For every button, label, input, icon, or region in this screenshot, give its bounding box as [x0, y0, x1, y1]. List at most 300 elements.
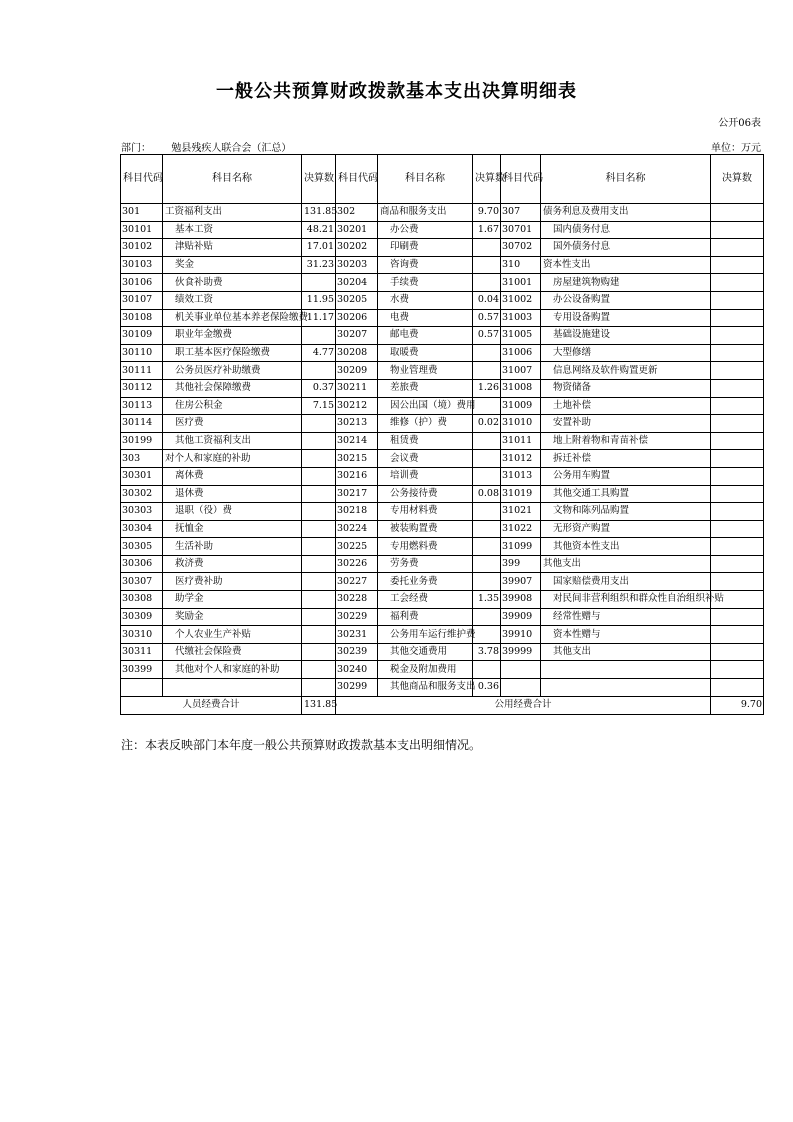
cell-name-1: 其他社会保障缴费: [163, 379, 302, 397]
cell-code-1: 30101: [121, 221, 163, 239]
cell-amount-2: [473, 538, 501, 556]
cell-code-3: 307: [501, 204, 541, 222]
cell-code-1: 30107: [121, 291, 163, 309]
cell-name-3: 公务用车购置: [541, 467, 711, 485]
cell-code-2: 30227: [336, 573, 378, 591]
cell-amount-1: [302, 626, 336, 644]
cell-amount-1: [302, 520, 336, 538]
cell-code-1: 30399: [121, 661, 163, 679]
cell-amount-2: [473, 555, 501, 573]
cell-name-3: 债务利息及费用支出: [541, 204, 711, 222]
cell-name-3: 国家赔偿费用支出: [541, 573, 711, 591]
cell-name-2: 电费: [378, 309, 473, 327]
header-name-3: 科目名称: [541, 155, 711, 204]
cell-name-1: 津贴补贴: [163, 239, 302, 257]
totals-row: [121, 696, 764, 714]
cell-amount-3: [711, 327, 764, 345]
public-total-value: 9.70: [711, 696, 764, 714]
header-name-1: 科目名称: [163, 155, 302, 204]
cell-amount-2: [473, 661, 501, 679]
cell-code-3: 39910: [501, 626, 541, 644]
cell-amount-2: [473, 573, 501, 591]
cell-amount-3: [711, 467, 764, 485]
page-title: 一般公共预算财政拨款基本支出决算明细表: [216, 81, 577, 102]
footnote: 注：本表反映部门本年度一般公共预算财政拨款基本支出明细情况。: [121, 738, 482, 752]
cell-name-1: 其他工资福利支出: [163, 432, 302, 450]
cell-amount-3: [711, 256, 764, 274]
cell-amount-3: [711, 503, 764, 521]
cell-code-1: 30307: [121, 573, 163, 591]
department-line: [121, 139, 291, 154]
cell-code-1: 30113: [121, 397, 163, 415]
cell-amount-2: [473, 256, 501, 274]
cell-amount-3: [711, 397, 764, 415]
header-code-1: 科目代码: [121, 155, 163, 204]
table-row: [121, 274, 764, 292]
cell-amount-3: [711, 555, 764, 573]
cell-amount-2: [473, 503, 501, 521]
cell-code-2: 30202: [336, 239, 378, 257]
cell-name-3: 国外债务付息: [541, 239, 711, 257]
cell-code-3: 31005: [501, 327, 541, 345]
cell-code-2: 30225: [336, 538, 378, 556]
cell-code-2: 30299: [336, 679, 378, 697]
cell-amount-2: [473, 239, 501, 257]
cell-name-2: 公务用车运行维护费: [378, 626, 473, 644]
cell-amount-3: [711, 274, 764, 292]
cell-amount-2: 1.67: [473, 221, 501, 239]
cell-amount-1: [302, 432, 336, 450]
cell-code-3: 39908: [501, 591, 541, 609]
cell-name-2: 劳务费: [378, 555, 473, 573]
cell-code-1: 30199: [121, 432, 163, 450]
cell-name-3: 其他资本性支出: [541, 538, 711, 556]
cell-amount-3: [711, 626, 764, 644]
cell-code-3: 31008: [501, 379, 541, 397]
cell-name-2: 因公出国（境）费用: [378, 397, 473, 415]
cell-amount-3: [711, 362, 764, 380]
cell-amount-1: 48.21: [302, 221, 336, 239]
cell-amount-3: [711, 643, 764, 661]
cell-amount-1: [302, 485, 336, 503]
cell-name-1: 救济费: [163, 555, 302, 573]
cell-code-1: 30311: [121, 643, 163, 661]
cell-name-1: 个人农业生产补贴: [163, 626, 302, 644]
table-row: [121, 221, 764, 239]
cell-amount-3: [711, 204, 764, 222]
cell-name-1: 代缴社会保险费: [163, 643, 302, 661]
table-row: [121, 432, 764, 450]
cell-amount-2: [473, 397, 501, 415]
cell-name-3: 基础设施建设: [541, 327, 711, 345]
cell-name-3: 大型修缮: [541, 344, 711, 362]
cell-name-1: [163, 679, 302, 697]
cell-name-3: 土地补偿: [541, 397, 711, 415]
table-row: [121, 591, 764, 609]
cell-name-2: 专用燃料费: [378, 538, 473, 556]
cell-name-3: 专用设备购置: [541, 309, 711, 327]
cell-name-3: [541, 679, 711, 697]
table-header-row: [121, 155, 764, 204]
table-row: [121, 415, 764, 433]
cell-code-2: 30206: [336, 309, 378, 327]
table-row: [121, 626, 764, 644]
cell-amount-2: 0.36: [473, 679, 501, 697]
cell-code-2: 30207: [336, 327, 378, 345]
cell-name-1: 退职（役）费: [163, 503, 302, 521]
cell-amount-3: [711, 661, 764, 679]
table-row: [121, 256, 764, 274]
cell-code-1: 30110: [121, 344, 163, 362]
cell-code-2: 30216: [336, 467, 378, 485]
cell-name-1: 职业年金缴费: [163, 327, 302, 345]
cell-code-3: 39909: [501, 608, 541, 626]
table-row: [121, 239, 764, 257]
cell-name-1: 奖金: [163, 256, 302, 274]
cell-amount-1: [302, 643, 336, 661]
cell-code-2: 30224: [336, 520, 378, 538]
header-amount-1: 决算数: [302, 155, 336, 204]
cell-name-1: 生活补助: [163, 538, 302, 556]
cell-name-1: 对个人和家庭的补助: [163, 450, 302, 468]
form-number: 公开06表: [718, 118, 761, 129]
cell-amount-1: 11.17: [302, 309, 336, 327]
cell-amount-1: [302, 573, 336, 591]
cell-name-2: 手续费: [378, 274, 473, 292]
cell-amount-3: [711, 432, 764, 450]
cell-code-2: 30205: [336, 291, 378, 309]
table-row: [121, 397, 764, 415]
table-row: [121, 362, 764, 380]
cell-code-1: 30309: [121, 608, 163, 626]
cell-code-1: 30301: [121, 467, 163, 485]
table-row: [121, 679, 764, 697]
cell-code-2: 30240: [336, 661, 378, 679]
cell-amount-1: [302, 591, 336, 609]
header-name-2: 科目名称: [378, 155, 473, 204]
cell-name-3: 物资储备: [541, 379, 711, 397]
cell-amount-2: [473, 626, 501, 644]
table-row: [121, 503, 764, 521]
cell-name-3: 房屋建筑物购建: [541, 274, 711, 292]
table-row: [121, 538, 764, 556]
cell-name-2: 其他交通费用: [378, 643, 473, 661]
cell-name-3: 其他支出: [541, 555, 711, 573]
cell-name-2: 福利费: [378, 608, 473, 626]
cell-name-2: 商品和服务支出: [378, 204, 473, 222]
cell-code-1: 30303: [121, 503, 163, 521]
cell-name-1: 公务员医疗补助缴费: [163, 362, 302, 380]
cell-code-3: 31002: [501, 291, 541, 309]
table-row: [121, 467, 764, 485]
cell-code-1: 30112: [121, 379, 163, 397]
cell-amount-3: [711, 450, 764, 468]
department-label: 部门：: [121, 143, 151, 154]
cell-code-1: 30305: [121, 538, 163, 556]
cell-code-2: 30212: [336, 397, 378, 415]
cell-code-3: 31022: [501, 520, 541, 538]
cell-name-1: 其他对个人和家庭的补助: [163, 661, 302, 679]
cell-amount-1: [302, 415, 336, 433]
cell-code-3: 31013: [501, 467, 541, 485]
cell-code-2: 30211: [336, 379, 378, 397]
cell-name-2: 会议费: [378, 450, 473, 468]
cell-name-2: 租赁费: [378, 432, 473, 450]
cell-amount-1: 31.23: [302, 256, 336, 274]
cell-code-1: 30306: [121, 555, 163, 573]
cell-amount-2: [473, 467, 501, 485]
cell-name-3: 文物和陈列品购置: [541, 503, 711, 521]
cell-name-1: 助学金: [163, 591, 302, 609]
cell-code-2: 30231: [336, 626, 378, 644]
cell-code-1: [121, 679, 163, 697]
cell-amount-2: 0.57: [473, 327, 501, 345]
cell-amount-2: 0.08: [473, 485, 501, 503]
cell-amount-2: 9.70: [473, 204, 501, 222]
cell-code-2: 30209: [336, 362, 378, 380]
cell-name-2: 取暖费: [378, 344, 473, 362]
cell-amount-3: [711, 221, 764, 239]
header-amount-3: 决算数: [711, 155, 764, 204]
cell-amount-3: [711, 239, 764, 257]
cell-amount-2: 0.02: [473, 415, 501, 433]
cell-code-3: 31007: [501, 362, 541, 380]
cell-name-1: 机关事业单位基本养老保险缴费: [163, 309, 302, 327]
cell-code-3: 31003: [501, 309, 541, 327]
cell-code-3: [501, 679, 541, 697]
table-row: [121, 291, 764, 309]
cell-name-1: 基本工资: [163, 221, 302, 239]
cell-amount-2: 1.26: [473, 379, 501, 397]
cell-name-2: 咨询费: [378, 256, 473, 274]
cell-code-1: 30302: [121, 485, 163, 503]
cell-code-1: 30106: [121, 274, 163, 292]
table-row: [121, 485, 764, 503]
cell-code-1: 303: [121, 450, 163, 468]
personnel-total-value: 131.85: [302, 696, 336, 714]
cell-name-1: 离休费: [163, 467, 302, 485]
cell-code-2: 30226: [336, 555, 378, 573]
cell-code-2: 30203: [336, 256, 378, 274]
cell-name-1: 退休费: [163, 485, 302, 503]
cell-name-3: 国内债务付息: [541, 221, 711, 239]
cell-code-3: 31010: [501, 415, 541, 433]
header-amount-2: 决算数: [473, 155, 501, 204]
cell-code-2: 30229: [336, 608, 378, 626]
cell-amount-1: [302, 467, 336, 485]
cell-name-2: 维修（护）费: [378, 415, 473, 433]
cell-amount-1: 17.01: [302, 239, 336, 257]
cell-code-2: 30204: [336, 274, 378, 292]
cell-name-2: 税金及附加费用: [378, 661, 473, 679]
cell-amount-2: [473, 274, 501, 292]
cell-name-3: 地上附着物和青苗补偿: [541, 432, 711, 450]
cell-name-2: 办公费: [378, 221, 473, 239]
cell-name-1: 抚恤金: [163, 520, 302, 538]
table-row: [121, 555, 764, 573]
table-row: [121, 450, 764, 468]
cell-code-3: 30701: [501, 221, 541, 239]
cell-name-3: 经常性赠与: [541, 608, 711, 626]
cell-amount-1: 7.15: [302, 397, 336, 415]
cell-amount-2: 0.04: [473, 291, 501, 309]
cell-name-2: 差旅费: [378, 379, 473, 397]
cell-amount-2: [473, 344, 501, 362]
cell-code-3: 31009: [501, 397, 541, 415]
unit-label: 单位：万元: [711, 143, 761, 154]
cell-code-1: 30310: [121, 626, 163, 644]
cell-name-3: 对民间非营利组织和群众性自治组织补贴: [541, 591, 711, 609]
cell-code-3: 31012: [501, 450, 541, 468]
cell-amount-1: [302, 608, 336, 626]
cell-name-1: 住房公积金: [163, 397, 302, 415]
cell-amount-1: [302, 538, 336, 556]
cell-code-3: 30702: [501, 239, 541, 257]
cell-code-3: 39907: [501, 573, 541, 591]
cell-amount-3: [711, 379, 764, 397]
cell-name-3: 办公设备购置: [541, 291, 711, 309]
cell-amount-2: 1.35: [473, 591, 501, 609]
cell-amount-2: [473, 432, 501, 450]
cell-amount-1: [302, 503, 336, 521]
table-row: [121, 520, 764, 538]
cell-name-3: 拆迁补偿: [541, 450, 711, 468]
cell-amount-3: [711, 344, 764, 362]
table-row: [121, 309, 764, 327]
cell-code-3: 31021: [501, 503, 541, 521]
table-row: [121, 608, 764, 626]
cell-code-1: 30111: [121, 362, 163, 380]
cell-name-2: 邮电费: [378, 327, 473, 345]
cell-name-2: 被装购置费: [378, 520, 473, 538]
cell-code-2: 30217: [336, 485, 378, 503]
table-row: [121, 643, 764, 661]
cell-name-3: 安置补助: [541, 415, 711, 433]
cell-code-2: 30201: [336, 221, 378, 239]
cell-code-3: 31019: [501, 485, 541, 503]
cell-name-2: 印刷费: [378, 239, 473, 257]
cell-name-1: 医疗费补助: [163, 573, 302, 591]
cell-code-3: 310: [501, 256, 541, 274]
table-row: [121, 204, 764, 222]
cell-name-2: 委托业务费: [378, 573, 473, 591]
cell-amount-2: [473, 520, 501, 538]
cell-amount-1: [302, 661, 336, 679]
cell-amount-1: [302, 450, 336, 468]
header-code-3: 科目代码: [501, 155, 541, 204]
cell-code-1: 30304: [121, 520, 163, 538]
cell-code-3: [501, 661, 541, 679]
cell-amount-1: [302, 274, 336, 292]
cell-amount-3: [711, 415, 764, 433]
cell-name-1: 奖励金: [163, 608, 302, 626]
table-row: [121, 379, 764, 397]
cell-code-2: 30213: [336, 415, 378, 433]
cell-name-3: 其他交通工具购置: [541, 485, 711, 503]
cell-name-3: 资本性支出: [541, 256, 711, 274]
cell-code-2: 30214: [336, 432, 378, 450]
cell-amount-3: [711, 485, 764, 503]
cell-code-2: 30239: [336, 643, 378, 661]
cell-name-2: 物业管理费: [378, 362, 473, 380]
cell-code-1: 301: [121, 204, 163, 222]
cell-code-3: 31011: [501, 432, 541, 450]
cell-code-1: 30108: [121, 309, 163, 327]
cell-amount-1: 131.85: [302, 204, 336, 222]
cell-amount-1: 11.95: [302, 291, 336, 309]
cell-amount-3: [711, 520, 764, 538]
cell-name-1: 职工基本医疗保险缴费: [163, 344, 302, 362]
cell-amount-1: 4.77: [302, 344, 336, 362]
cell-code-1: 30103: [121, 256, 163, 274]
cell-amount-3: [711, 573, 764, 591]
cell-amount-1: [302, 362, 336, 380]
cell-code-3: 39999: [501, 643, 541, 661]
expenditure-table: [120, 154, 764, 715]
cell-amount-3: [711, 291, 764, 309]
header-code-2: 科目代码: [336, 155, 378, 204]
cell-amount-1: [302, 679, 336, 697]
cell-code-1: 30114: [121, 415, 163, 433]
cell-amount-2: 0.57: [473, 309, 501, 327]
cell-name-1: 绩效工资: [163, 291, 302, 309]
cell-name-2: 水费: [378, 291, 473, 309]
cell-name-2: 公务接待费: [378, 485, 473, 503]
cell-name-3: 信息网络及软件购置更新: [541, 362, 711, 380]
cell-name-1: 工资福利支出: [163, 204, 302, 222]
cell-amount-2: [473, 450, 501, 468]
cell-code-3: 31006: [501, 344, 541, 362]
cell-name-3: 无形资产购置: [541, 520, 711, 538]
cell-name-2: 其他商品和服务支出: [378, 679, 473, 697]
cell-code-3: 31001: [501, 274, 541, 292]
cell-name-1: 医疗费: [163, 415, 302, 433]
cell-code-2: 302: [336, 204, 378, 222]
cell-name-2: 培训费: [378, 467, 473, 485]
personnel-total-label: 人员经费合计: [121, 696, 302, 714]
cell-amount-3: [711, 679, 764, 697]
department-name: 勉县残疾人联合会（汇总）: [171, 143, 292, 154]
cell-code-1: 30308: [121, 591, 163, 609]
cell-code-3: 31099: [501, 538, 541, 556]
public-total-label: 公用经费合计: [336, 696, 711, 714]
cell-amount-3: [711, 309, 764, 327]
table-row: [121, 344, 764, 362]
cell-code-3: 399: [501, 555, 541, 573]
cell-amount-1: [302, 327, 336, 345]
table-row: [121, 661, 764, 679]
cell-amount-2: [473, 362, 501, 380]
cell-code-1: 30102: [121, 239, 163, 257]
cell-name-1: 伙食补助费: [163, 274, 302, 292]
cell-name-3: [541, 661, 711, 679]
cell-name-2: 工会经费: [378, 591, 473, 609]
cell-amount-1: [302, 555, 336, 573]
cell-code-2: 30208: [336, 344, 378, 362]
cell-amount-1: 0.37: [302, 379, 336, 397]
cell-name-2: 专用材料费: [378, 503, 473, 521]
table-row: [121, 327, 764, 345]
cell-code-2: 30215: [336, 450, 378, 468]
table-body: [121, 204, 764, 697]
cell-amount-3: [711, 608, 764, 626]
cell-code-2: 30218: [336, 503, 378, 521]
cell-code-1: 30109: [121, 327, 163, 345]
table-row: [121, 573, 764, 591]
cell-code-2: 30228: [336, 591, 378, 609]
cell-amount-3: [711, 538, 764, 556]
cell-name-3: 资本性赠与: [541, 626, 711, 644]
